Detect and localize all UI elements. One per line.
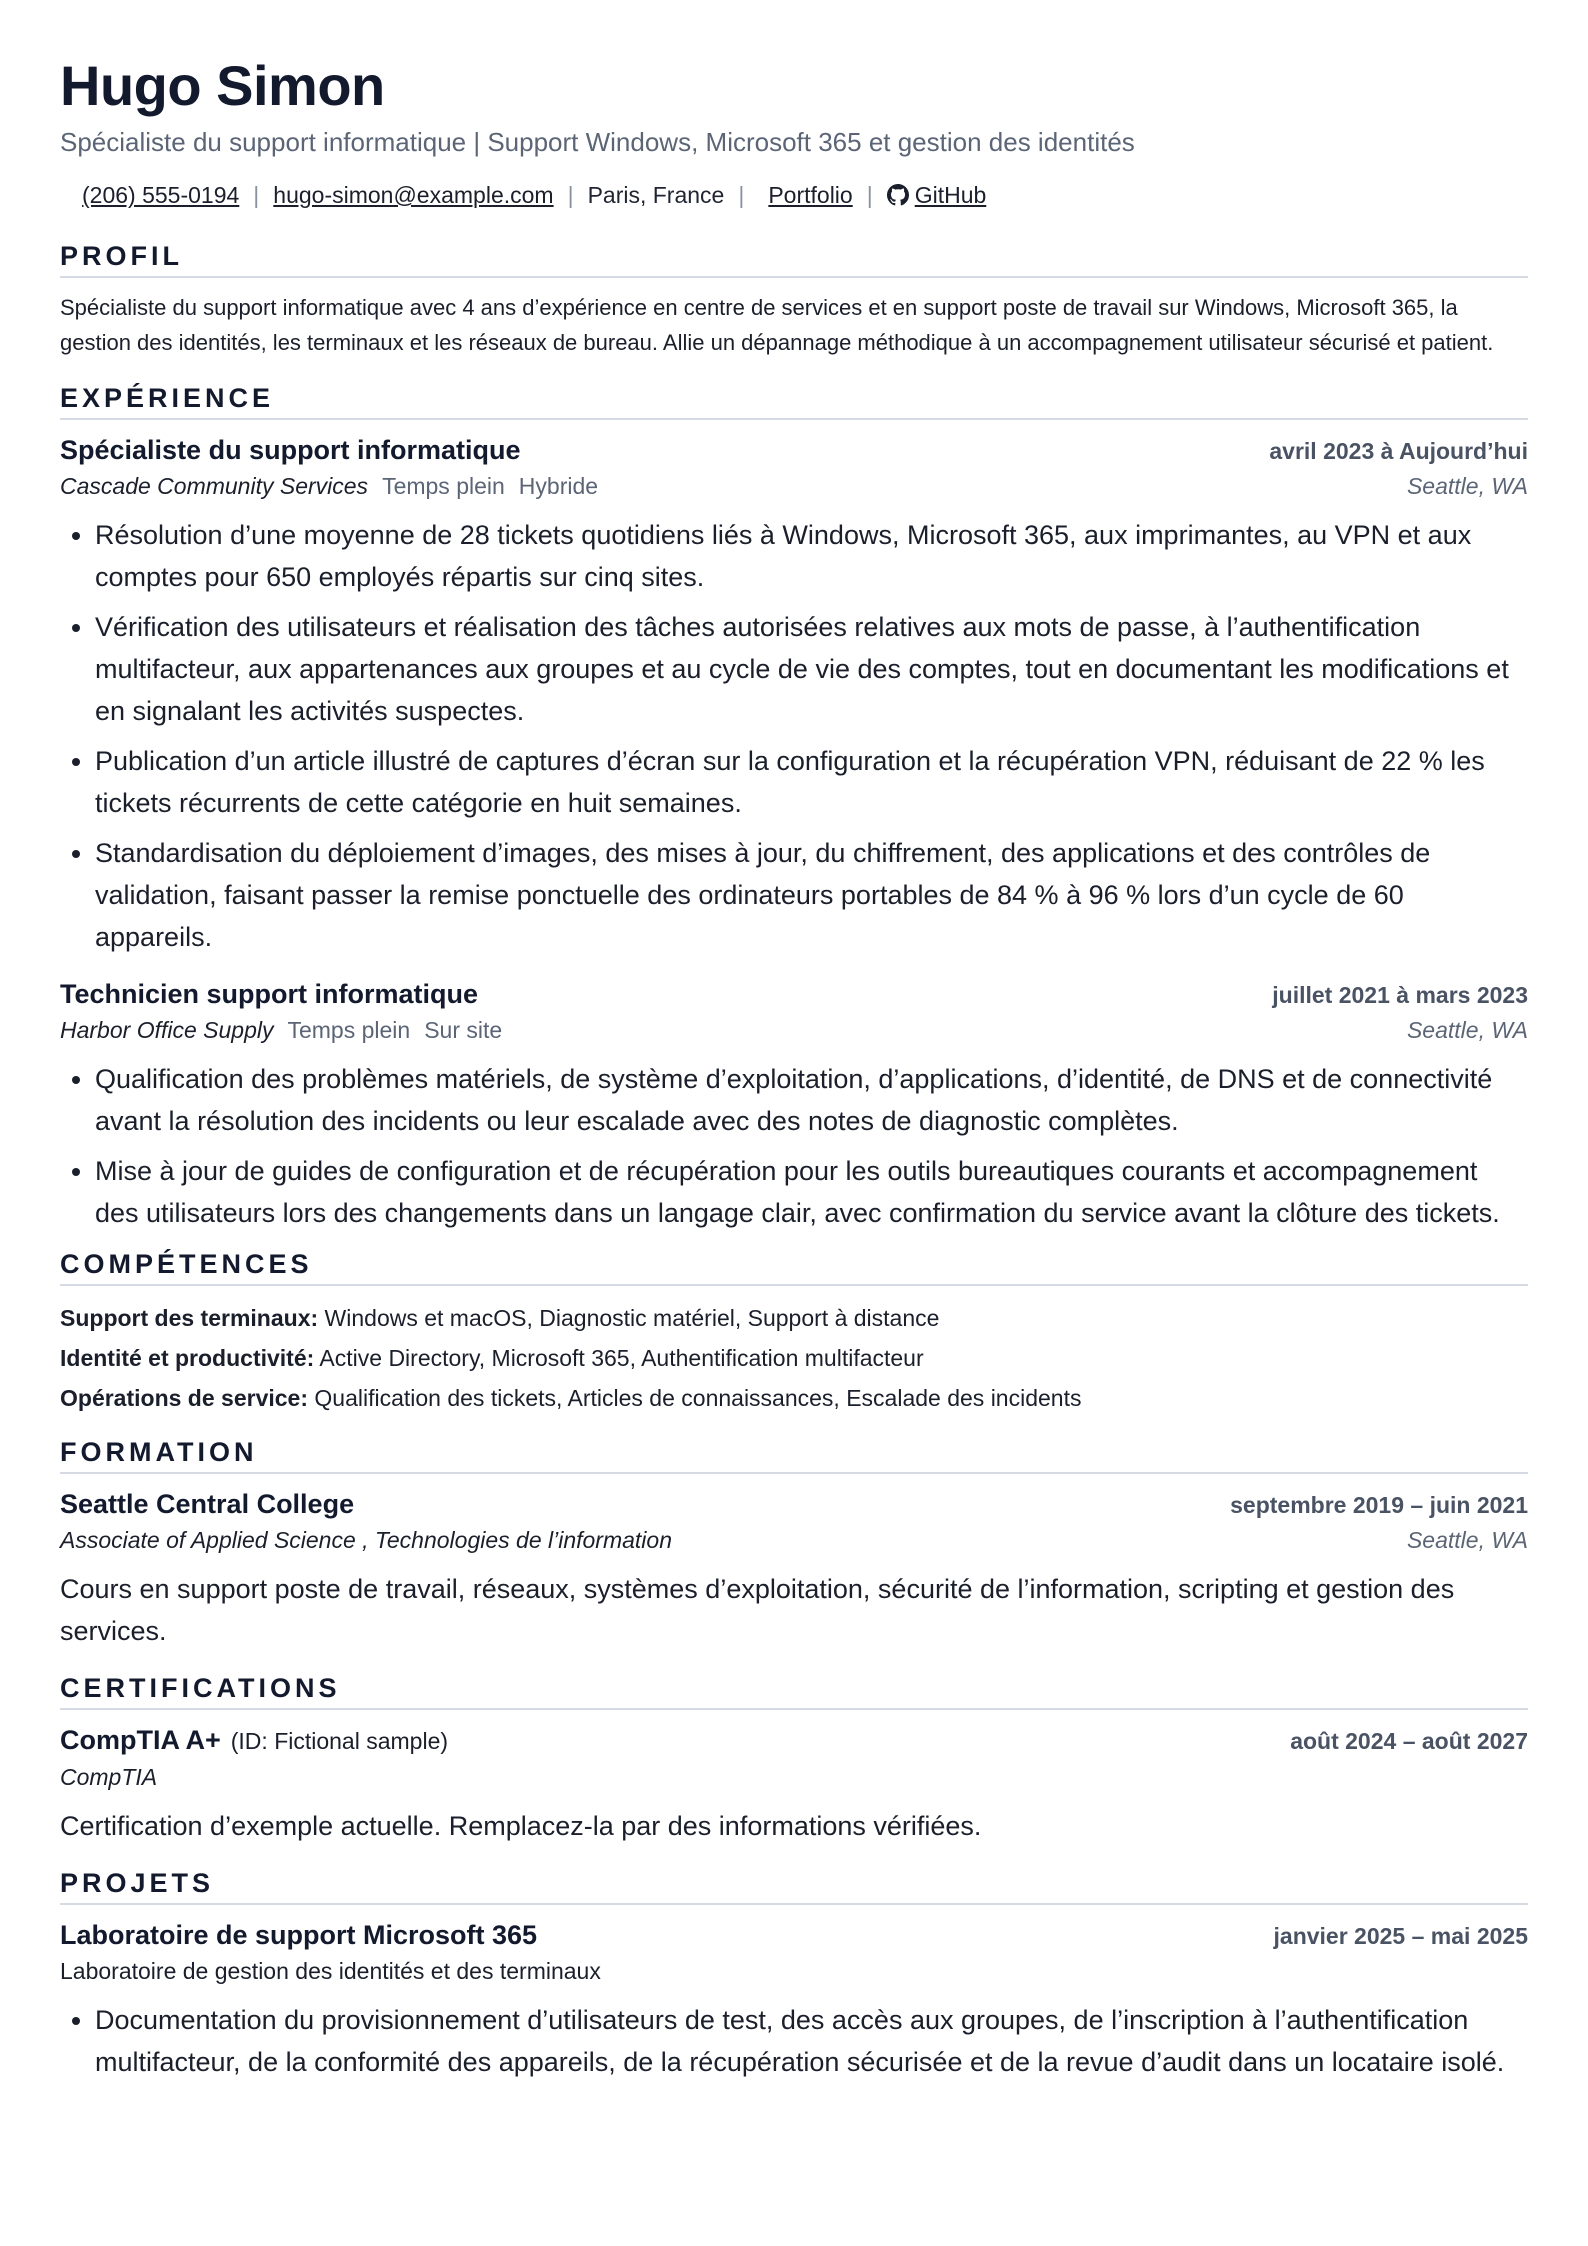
job-company: Harbor Office Supply bbox=[60, 1017, 274, 1043]
job-role: Spécialiste du support informatique bbox=[60, 435, 521, 465]
project-subtitle: Laboratoire de gestion des identités et des terminaux bbox=[60, 1958, 601, 1984]
separator: | bbox=[866, 182, 873, 208]
job-type: Temps plein bbox=[287, 1017, 411, 1043]
skills-section bbox=[60, 1248, 1528, 1418]
github-icon bbox=[887, 184, 909, 206]
job-location: Seattle, WA bbox=[1406, 1017, 1528, 1043]
job-role: Technicien support informatique bbox=[60, 979, 479, 1009]
separator: | bbox=[567, 182, 574, 208]
job-company: Cascade Community Services bbox=[60, 473, 369, 499]
cert-id: (ID: Fictional sample) bbox=[230, 1728, 449, 1754]
section-title: EXPÉRIENCE bbox=[60, 382, 1528, 420]
skill-group bbox=[60, 1338, 1528, 1378]
bullet-item: • Vérification des utilisateurs et réalisation des tâches autorisées relatives aux mots de passe, à l’authentification multifacteur, aux appartenances aux groupes et au cycle de vie des comptes, tout en documentant les modifications et en signalant les activités suspectes. bbox=[95, 606, 1528, 732]
job-entry bbox=[60, 976, 1528, 1234]
project-dates: janvier 2025 – mai 2025 bbox=[1273, 1923, 1528, 1949]
skill-group bbox=[60, 1298, 1528, 1338]
job-dates: avril 2023 à Aujourd’hui bbox=[1269, 438, 1528, 464]
bullet-item: • Mise à jour de guides de configuration et de récupération pour les outils bureautiques courants et accompagnement des utilisateurs lors des changements dans un langage clair, avec confirmation du service avant la clôture des tickets. bbox=[95, 1150, 1528, 1234]
job-bullets bbox=[60, 514, 1528, 958]
cert-name-line bbox=[60, 1722, 448, 1759]
experience-section bbox=[60, 382, 1528, 1234]
job-mode: Sur site bbox=[424, 1017, 503, 1043]
education-dates: septembre 2019 – juin 2021 bbox=[1230, 1492, 1528, 1518]
skill-label: Identité et productivité: bbox=[60, 1345, 315, 1371]
section-title: FORMATION bbox=[60, 1436, 1528, 1474]
location-text: Paris, France bbox=[587, 182, 725, 208]
section-title: PROFIL bbox=[60, 240, 1528, 278]
github-link-wrap[interactable] bbox=[887, 180, 987, 210]
separator: | bbox=[253, 182, 260, 208]
job-bullets bbox=[60, 1058, 1528, 1234]
job-dates: juillet 2021 à mars 2023 bbox=[1272, 982, 1528, 1008]
job-location: Seattle, WA bbox=[1406, 473, 1528, 499]
contact-bar bbox=[60, 180, 1528, 210]
candidate-name: Hugo Simon bbox=[60, 54, 385, 117]
bullet-item: • Résolution d’une moyenne de 28 tickets quotidiens liés à Windows, Microsoft 365, aux imprimantes, au VPN et aux comptes pour 650 employés répartis sur cinq sites. bbox=[95, 514, 1528, 598]
skill-items: Qualification des tickets, Articles de connaissances, Escalade des incidents bbox=[314, 1385, 1082, 1411]
skill-label: Opérations de service: bbox=[60, 1385, 308, 1411]
cert-name: CompTIA A+ bbox=[60, 1725, 221, 1755]
education-description: Cours en support poste de travail, réseaux, systèmes d’exploitation, sécurité de l’information, scripting et gestion des services. bbox=[60, 1574, 1455, 1646]
bullet-item: • Standardisation du déploiement d’images, des mises à jour, du chiffrement, des applications et des contrôles de validation, faisant passer la remise ponctuelle des ordinateurs portables de 84 % à 96 % lors d’un cycle de 60 appareils. bbox=[95, 832, 1528, 958]
skill-items: Windows et macOS, Diagnostic matériel, Support à distance bbox=[324, 1305, 940, 1331]
job-mode: Hybride bbox=[518, 473, 599, 499]
skill-label: Support des terminaux: bbox=[60, 1305, 319, 1331]
bullet-item: • Documentation du provisionnement d’utilisateurs de test, des accès aux groupes, de l’inscription à l’authentification multifacteur, de la conformité des appareils, de la récupération sécurisée et de la revue d’audit dans un locataire isolé. bbox=[95, 1999, 1528, 2083]
headline: Spécialiste du support informatique | Support Windows, Microsoft 365 et gestion des identités bbox=[60, 127, 1135, 157]
cert-issuer: CompTIA bbox=[60, 1764, 158, 1790]
project-name: Laboratoire de support Microsoft 365 bbox=[60, 1920, 538, 1950]
section-title: COMPÉTENCES bbox=[60, 1248, 1528, 1286]
job-entry bbox=[60, 432, 1528, 958]
profile-text: Spécialiste du support informatique avec 4 ans d’expérience en centre de services et en support poste de travail sur Windows, Microsoft 365, la gestion des identités, les terminaux et les réseaux de bureau. Allie un dépannage méthodique à un accompagnement utilisateur sécurisé et patient. bbox=[60, 295, 1494, 355]
education-location: Seattle, WA bbox=[1406, 1527, 1528, 1553]
job-type: Temps plein bbox=[382, 473, 505, 499]
portfolio-link[interactable]: Portfolio bbox=[768, 182, 853, 208]
certifications-section bbox=[60, 1672, 1528, 1847]
bullet-item: • Publication d’un article illustré de captures d’écran sur la configuration et la récupération VPN, réduisant de 22 % les tickets récurrents de cette catégorie en huit semaines. bbox=[95, 740, 1528, 824]
projects-section bbox=[60, 1867, 1528, 2083]
email-link[interactable]: hugo-simon@example.com bbox=[273, 182, 554, 208]
github-link[interactable]: GitHub bbox=[914, 182, 987, 208]
project-bullets bbox=[60, 1999, 1528, 2083]
cert-dates: août 2024 – août 2027 bbox=[1290, 1728, 1528, 1754]
school-name: Seattle Central College bbox=[60, 1489, 355, 1519]
section-title: PROJETS bbox=[60, 1867, 1528, 1905]
separator: | bbox=[738, 182, 745, 208]
section-title: CERTIFICATIONS bbox=[60, 1672, 1528, 1710]
cert-description: Certification d’exemple actuelle. Remplacez-la par des informations vérifiées. bbox=[60, 1811, 982, 1841]
degree: Associate of Applied Science , Technologies de l’information bbox=[60, 1527, 672, 1553]
phone-link[interactable]: (206) 555-0194 bbox=[82, 182, 240, 208]
bullet-item: • Qualification des problèmes matériels, de système d’exploitation, d’applications, d’identité, de DNS et de connectivité avant la résolution des incidents ou leur escalade avec des notes de diagnostic complètes. bbox=[95, 1058, 1528, 1142]
education-section bbox=[60, 1436, 1528, 1652]
skill-items: Active Directory, Microsoft 365, Authentification multifacteur bbox=[319, 1345, 924, 1371]
profile-section bbox=[60, 240, 1528, 360]
skill-group bbox=[60, 1378, 1528, 1418]
